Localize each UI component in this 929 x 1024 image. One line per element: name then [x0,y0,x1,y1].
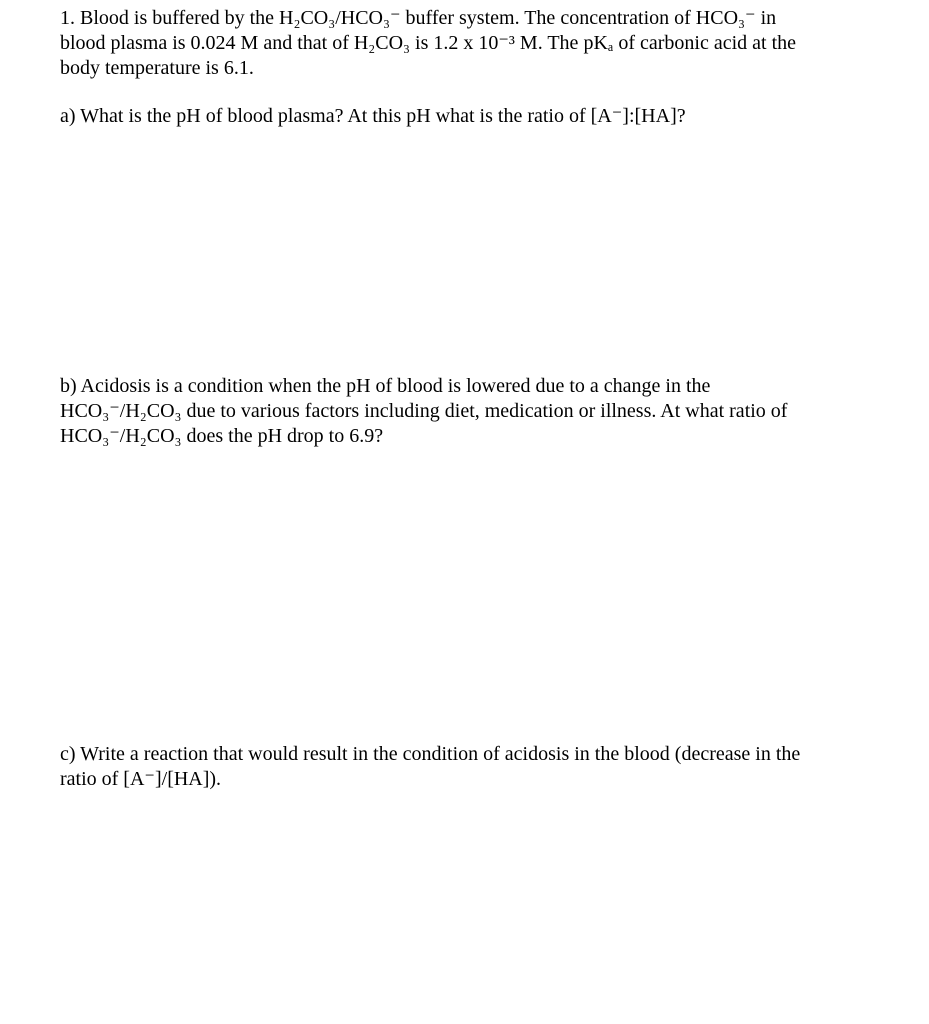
answer-space-c [60,800,890,1010]
question-part-c [60,742,890,792]
question-intro-line: body temperature is 6.1. [60,57,254,79]
answer-space-b [60,460,890,730]
question-part-a-line: a) What is the pH of blood plasma? At this pH what is the ratio of [A⁻]:[HA]? [60,105,686,127]
question-part-b-line: b) Acidosis is a condition when the pH of blood is lowered due to a change in the [60,375,711,397]
question-part-c-line: ratio of [A⁻]/[HA]). [60,768,222,790]
question-intro-line: blood plasma is 0.024 M and that of H₂CO₃ is 1.2 x 10⁻³ M. The pKₐ of carbonic acid at the [60,32,797,54]
question-part-a [60,104,890,129]
question-intro-line: 1. Blood is buffered by the H₂CO₃/HCO₃⁻ buffer system. The concentration of HCO₃⁻ in [60,7,777,29]
answer-space-a [60,140,890,360]
question-part-c-line: c) Write a reaction that would result in the condition of acidosis in the blood (decrease in the [60,743,801,765]
question-part-b-line: HCO₃⁻/H₂CO₃ does the pH drop to 6.9? [60,425,384,447]
question-intro [60,6,890,81]
question-part-b-line: HCO₃⁻/H₂CO₃ due to various factors including diet, medication or illness. At what ratio of [60,400,788,422]
question-part-b [60,374,890,449]
